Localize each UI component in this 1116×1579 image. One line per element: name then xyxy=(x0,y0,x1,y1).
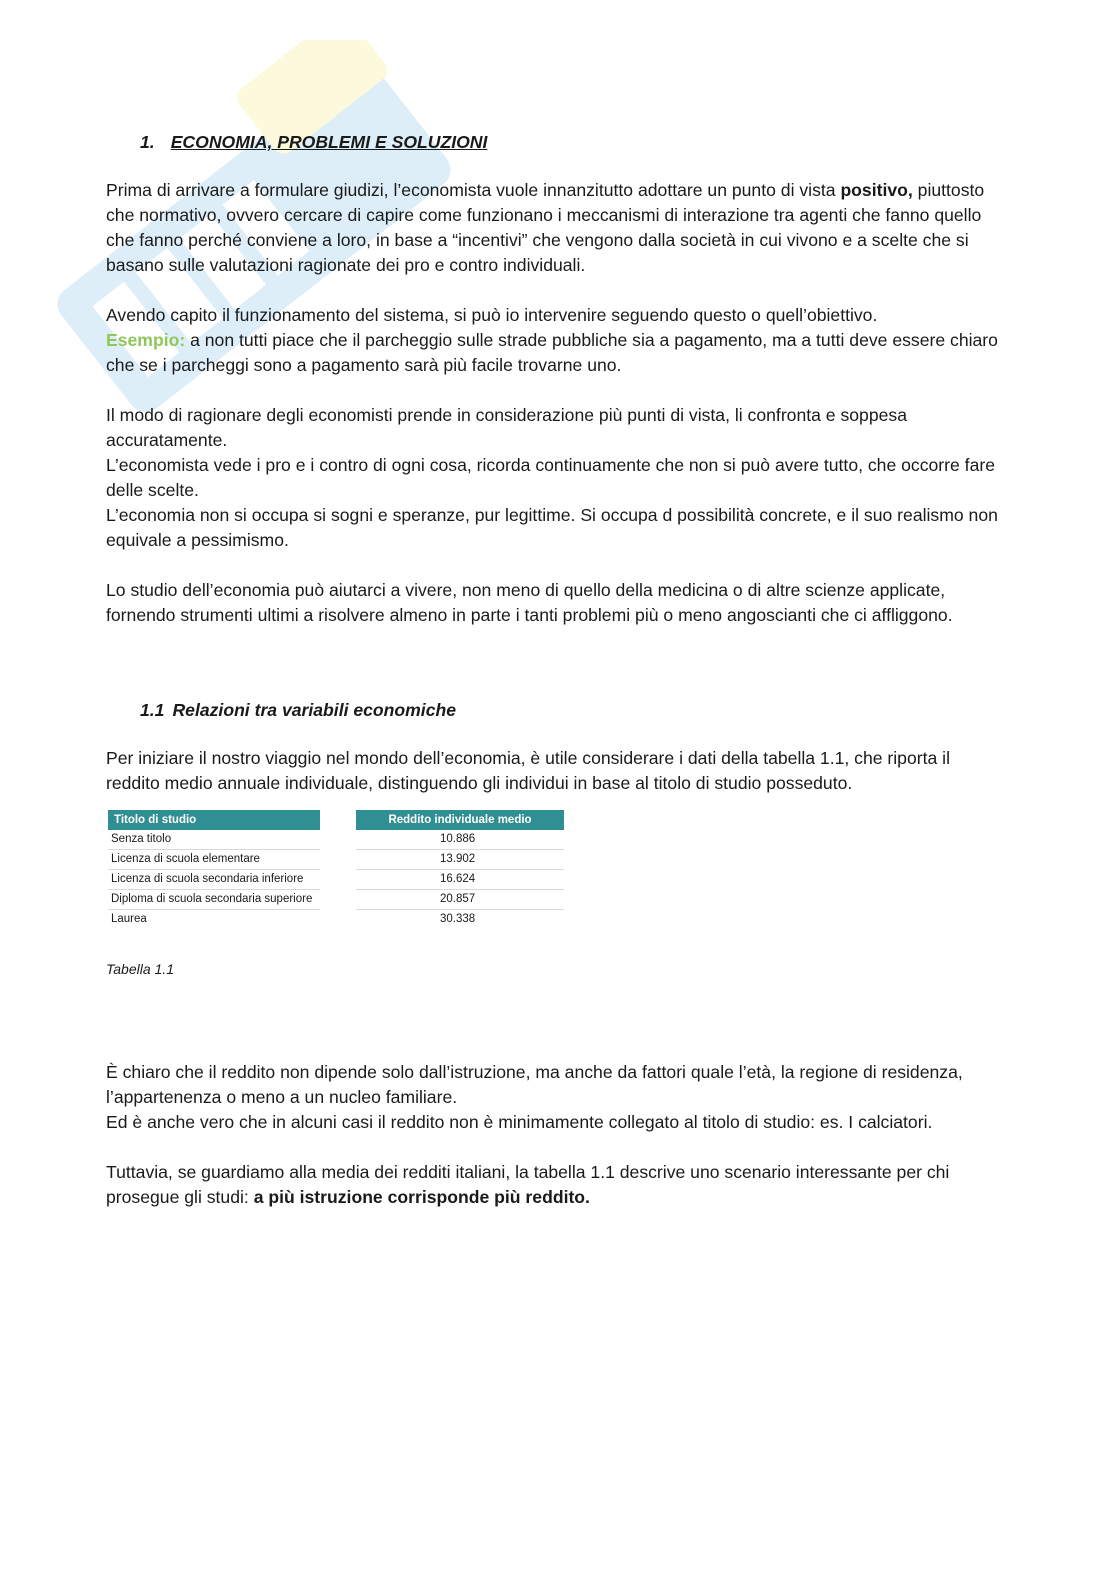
paragraph-intro: Per iniziare il nostro viaggio nel mondo dell’economia, è utile considerare i dati della tabella 1.1, che riporta il reddito medio annuale individuale, distinguendo gli individui in base al titolo di studio posseduto. xyxy=(106,748,950,793)
example-label: Esempio: xyxy=(106,330,186,350)
document-body xyxy=(106,130,1006,1235)
subsection-number: 1.1 xyxy=(140,700,165,720)
table-row: Diploma di scuola secondaria superiore 20.857 xyxy=(108,890,564,910)
paragraph-reasoning: Il modo di ragionare degli economisti prende in considerazione più punti di vista, li confronta e soppesa accuratamente. L’economista vede i pro e i contro di ogni cosa, ricorda continuamente che non si può avere tutto, che occorre fare delle scelte. L’economia non si occupa si sogni e speranze, pur legittime. Si occupa d possibilità concrete, e il suo realismo non equivale a pessimismo. xyxy=(106,405,998,550)
paragraph-example: Avendo capito il funzionamento del sistema, si può io intervenire seguendo questo o quell’obiettivo. Esempio: a non tutti piace che il parcheggio sulle strade pubbliche sia a pagamento, ma a tutti deve essere chiaro che se i parcheggi sono a pagamento sarà più facile trovarne uno. xyxy=(106,305,998,375)
paragraph-conclusion: Tuttavia, se guardiamo alla media dei redditi italiani, la tabella 1.1 descrive uno scenario interessante per chi prosegue gli studi: a più istruzione corrisponde più reddito. xyxy=(106,1162,950,1207)
paragraph-study: Lo studio dell’economia può aiutarci a vivere, non meno di quello della medicina o di altre scienze applicate, fornendo strumenti ultimi a risolvere almeno in parte i tanti problemi più o meno angoscianti che ci affliggono. xyxy=(106,580,953,625)
bold-positivo: positivo, xyxy=(840,180,913,200)
section-heading xyxy=(140,130,1006,155)
table-header-row xyxy=(108,810,564,830)
table-row: Licenza di scuola secondaria inferiore 16.624 xyxy=(108,870,564,890)
subsection-heading xyxy=(140,698,1006,723)
section-number: 1. xyxy=(140,132,155,152)
bold-conclusion: a più istruzione corrisponde più reddito. xyxy=(253,1187,590,1207)
table-row: Senza titolo 10.886 xyxy=(108,830,564,850)
paragraph-positive: Prima di arrivare a formulare giudizi, l’economista vuole innanzitutto adottare un punto di vista positivo, piuttosto che normativo, ovvero cercare di capire come funzionano i meccanismi di interazione tra agenti che fanno quello che fanno perché conviene a loro, in base a “incentivi” che vengono dalla società in cui vivono e a scelte che si basano sulle valutazioni ragionate dei pro e contro individuali. xyxy=(106,180,985,275)
table-row: Laurea 30.338 xyxy=(111,913,476,925)
table-caption: Tabella 1.1 xyxy=(106,961,174,977)
header-reddito: Reddito individuale medio xyxy=(356,810,564,830)
subsection-title: Relazioni tra variabili economiche xyxy=(172,700,457,720)
paragraph-factors: È chiaro che il reddito non dipende solo dall’istruzione, ma anche da fattori quale l’età, la regione di residenza, l’appartenenza o meno a un nucleo familiare. Ed è anche vero che in alcuni casi il reddito non è minimamente collegato al titolo di studio: es. I calciatori. xyxy=(106,1062,963,1132)
table-row: Licenza di scuola elementare 13.902 xyxy=(108,850,564,870)
income-table xyxy=(108,810,564,929)
section-title: ECONOMIA, PROBLEMI E SOLUZIONI xyxy=(170,132,488,152)
header-titolo: Titolo di studio xyxy=(108,810,320,830)
